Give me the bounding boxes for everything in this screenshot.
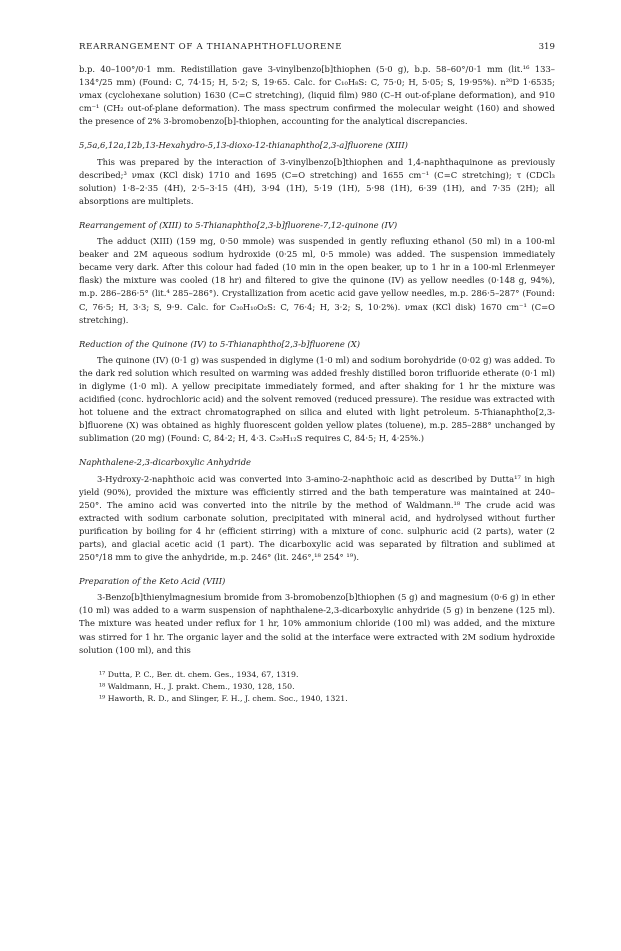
footnote-19: ¹⁹ Haworth, R. D., and Slinger, F. H., J. chem. Soc., 1940, 1321. xyxy=(99,693,348,703)
paragraph: The quinone (IV) (0·1 g) was suspended in diglyme (1·0 ml) and sodium borohydride (0·02 g) was added. To the dark red solution which resulted on warming was added freshly distilled boron trifluoride etherate (0·1 ml) in diglyme (1·0 ml). A yellow precipitate immediately formed, and after shaking for 1 hr the mixture was acidified (conc. hydrochloric acid) and the solvent removed (reduced pressure). The residue was extracted with hot toluene and the extract chromatographed on silica and eluted with light petroleum. 5-Thianaphtho[2,3-b]fluorene (X) was obtained as highly fluorescent golden yellow plates (toluene), m.p. 285–288° unchanged by sublimation (20 mg) (Found: C, 84·2; H, 4·3. C₂₀H₁₂S requires C, 84·5; H, 4·25%.) xyxy=(79,354,555,444)
paragraph: b.p. 40–100°/0·1 mm. Redistillation gave 3-vinylbenzo[b]thiophen (5·0 g), b.p. 58–60°/0·1 mm (lit.¹⁶ 133–134°/25 mm) (Found: C, 74·15; H, 5·2; S, 19·65. Calc. for C₁₀H₈S: C, 75·0; H, 5·05; S, 19·95%). n²⁰D 1·6535; νmax (cyclohexane solution) 1630 (C=C stretching), (liquid film) 980 (C–H out-of-plane deformation), and 910 cm⁻¹ (CH₂ out-of-plane deformation). The mass spectrum confirmed the molecular weight (160) and showed the presence of 2% 3-bromobenzo[b]-thiophen, accounting for the analytical discrepancies. xyxy=(79,64,555,127)
section-heading: Rearrangement of (XIII) to 5-Thianaphtho[2,3-b]fluorene-7,12-quinone (IV) xyxy=(79,219,398,230)
section-heading: Naphthalene-2,3-dicarboxylic Anhydride xyxy=(79,457,252,468)
section-heading: Preparation of the Keto Acid (VIII) xyxy=(79,576,226,587)
paragraph: 3-Benzo[b]thienylmagnesium bromide from 3-bromobenzo[b]thiophen (5 g) and magnesium (0·6 g) in ether (10 ml) was added to a warm suspension of naphthalene-2,3-dicarboxylic anhydride (5 g) in benzene (125 ml). The mixture was heated under reflux for 1 hr, 10% ammonium chloride (100 ml) was added, and the mixture was stirred for 1 hr. The organic layer and the solid at the interface were extracted with 2M sodium hydroxide solution (100 ml), and this xyxy=(79,592,555,655)
paragraph: This was prepared by the interaction of 3-vinylbenzo[b]thiophen and 1,4-naphthaquinone as previously described;³ νmax (KCl disk) 1710 and 1695 (C=O stretching) and 1655 cm⁻¹ (C=C stretching); τ (CDCl₃ solution) 1·8–2·35 (4H), 2·5–3·15 (4H), 3·94 (1H), 5·19 (1H), 5·98 (1H), 6·39 (1H), and 7·35 (2H); all absorptions are multiplets. xyxy=(79,156,555,206)
body-text xyxy=(79,63,555,657)
page-number: 319 xyxy=(538,42,555,52)
section-heading: Reduction of the Quinone (IV) to 5-Thianaphtho[2,3-b]fluorene (X) xyxy=(79,338,361,349)
footnote-18: ¹⁸ Waldmann, H., J. prakt. Chem., 1930, 128, 150. xyxy=(99,681,295,691)
paragraph: 3-Hydroxy-2-naphthoic acid was converted into 3-amino-2-naphthoic acid as described by Dutta¹⁷ in high yield (90%), provided the mixture was efficiently stirred and the bath temperature was maintained at 240–250°. The amino acid was converted into the nitrile by the method of Waldmann.¹⁸ The crude acid was extracted with sodium carbonate solution, precipitated with mineral acid, and hydrolysed without further purification by boiling for 4 hr (efficient stirring) with a mixture of conc. sulphuric acid (2 parts), water (2 parts), and glacial acetic acid (1 part). The dicarboxylic acid was separated by filtration and sublimed at 250°/18 mm to give the anhydride, m.p. 246° (lit. 246°,¹⁸ 254° ¹⁹). xyxy=(79,473,555,563)
footnote-17: ¹⁷ Dutta, P. C., Ber. dt. chem. Ges., 1934, 67, 1319. xyxy=(99,669,299,679)
running-title: REARRANGEMENT OF A THIANAPHTHOFLUORENE xyxy=(79,42,343,52)
footnote-references xyxy=(79,669,555,705)
journal-page xyxy=(79,42,555,705)
paragraph: The adduct (XIII) (159 mg, 0·50 mmole) was suspended in gently refluxing ethanol (50 ml) in a 100-ml beaker and 2M aqueous sodium hydroxide (0·25 ml, 0·5 mmole) was added. The suspension immediately became very dark. After this colour had faded (10 min in the open beaker, up to 1 hr in a 100-ml Erlenmeyer flask) the mixture was cooled (18 hr) and filtered to give the quinone (IV) as yellow needles (0·148 g, 94%), m.p. 286–286·5° (lit.⁴ 285–286°). Crystallization from acetic acid gave yellow needles, m.p. 286·5–287° (Found: C, 76·5; H, 3·3; S, 9·9. Calc. for C₂₀H₁₀O₂S: C, 76·4; H, 3·2; S, 10·2%). νmax (KCl disk) 1670 cm⁻¹ (C=O stretching). xyxy=(79,236,555,325)
section-heading: 5,5a,6,12a,12b,13-Hexahydro-5,13-dioxo-12-thianaphtho[2,3-a]fluorene (XIII) xyxy=(79,140,408,151)
running-head xyxy=(79,42,555,52)
